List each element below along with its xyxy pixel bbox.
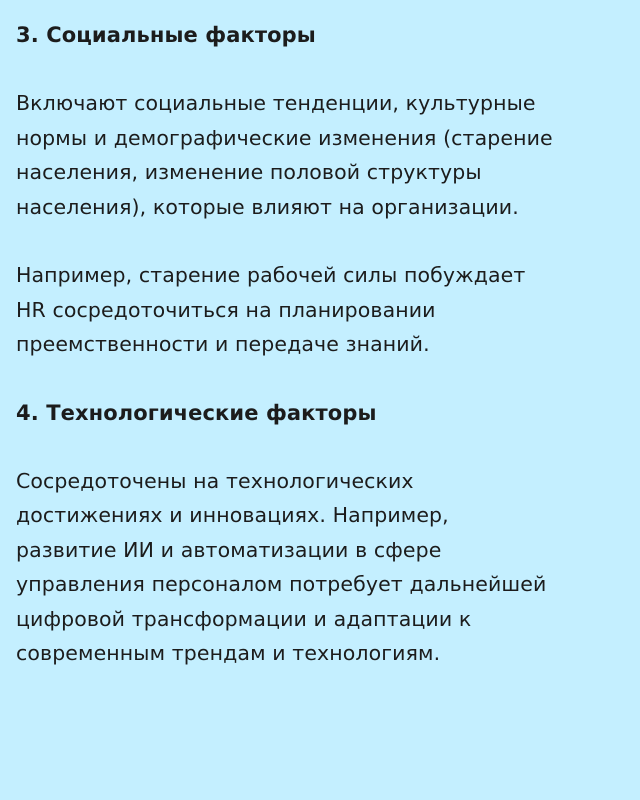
- spacer: [16, 362, 624, 396]
- section-heading-social-factors: 3. Социальные факторы: [16, 23, 316, 47]
- text-line: HR сосредоточиться на планировании: [16, 297, 436, 322]
- spacer: [16, 52, 624, 86]
- spacer: [16, 430, 624, 464]
- text-line: современным трендам и технологиям.: [16, 641, 441, 665]
- text-line: Включают социальные тенденции, культурные: [16, 91, 536, 115]
- paragraph-social-example: [16, 258, 624, 362]
- text-line: Например, старение рабочей силы побуждает: [16, 263, 526, 287]
- text-line: развитие ИИ и автоматизации в сфере: [16, 537, 442, 562]
- paragraph-social-definition: [16, 86, 624, 224]
- text-line: управления персоналом потребует дальнейшей: [16, 572, 547, 596]
- paragraph-technological-definition: [16, 464, 624, 671]
- text-line: цифровой трансформации и адаптации к: [16, 606, 472, 631]
- text-line: Сосредоточены на технологических: [16, 468, 414, 493]
- spacer: [16, 224, 624, 258]
- section-heading-technological-factors: 4. Технологические факторы: [16, 400, 377, 425]
- text-line: населения), которые влияют на организации.: [16, 194, 519, 219]
- text-line: нормы и демографические изменения (старение: [16, 125, 553, 150]
- text-line: преемственности и передаче знаний.: [16, 332, 430, 356]
- text-line: достижениях и инновациях. Например,: [16, 503, 449, 527]
- text-line: населения, изменение половой структуры: [16, 160, 482, 184]
